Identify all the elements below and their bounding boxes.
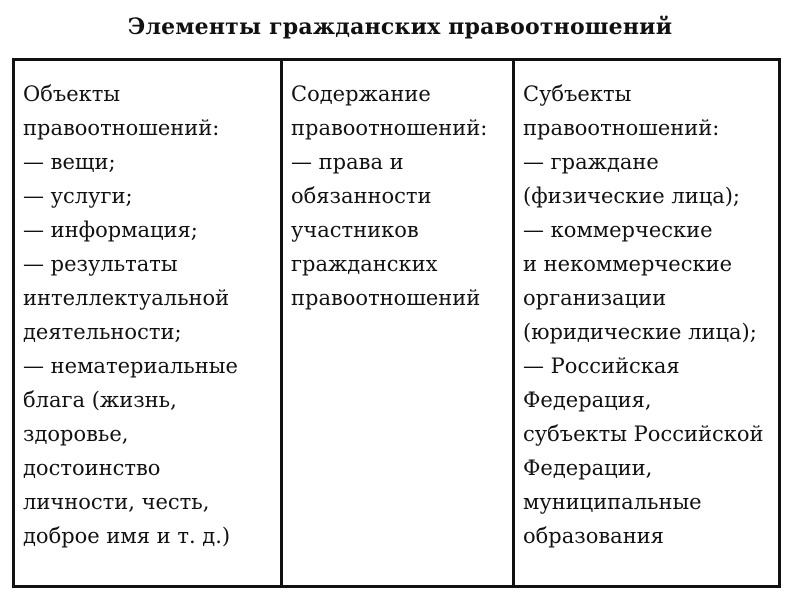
table-line: деятельности;: [23, 320, 182, 344]
table-line: — граждане: [523, 150, 659, 174]
table-line: — информация;: [23, 218, 198, 242]
table-line: Объекты: [23, 82, 121, 106]
page-title: Элементы гражданских правоотношений: [127, 14, 673, 40]
table-line: (юридические лица);: [523, 320, 757, 344]
table-line: доброе имя и т. д.): [23, 524, 231, 548]
table-line: — Российская: [523, 354, 680, 378]
table-line: Содержание: [291, 82, 431, 106]
table-line: и некоммерческие: [523, 252, 733, 276]
table-line: — вещи;: [23, 150, 116, 174]
table-line: — нематериальные: [23, 354, 238, 378]
table-line: достоинство: [23, 456, 161, 480]
table-line: Федерация,: [523, 388, 652, 412]
table-line: правоотношений:: [23, 116, 220, 140]
table-line: обязанности: [291, 184, 432, 208]
table-line: гражданских: [291, 252, 438, 276]
table-line: блага (жизнь,: [23, 388, 177, 412]
table-line: личности, честь,: [23, 490, 210, 514]
table-line: здоровье,: [23, 422, 129, 446]
table-line: — права и: [291, 150, 404, 174]
table-line: — результаты: [23, 252, 178, 276]
table-line: муниципальные: [523, 490, 702, 514]
elements-table: [12, 58, 781, 588]
table-line: правоотношений:: [523, 116, 720, 140]
table-line: правоотношений:: [291, 116, 488, 140]
column-subjects: [515, 61, 778, 585]
column-content: [283, 61, 515, 585]
table-line: — коммерческие: [523, 218, 713, 242]
table-line: — услуги;: [23, 184, 133, 208]
table-line: Субъекты: [523, 82, 632, 106]
table-line: субъекты Российской: [523, 422, 764, 446]
table-line: Федерации,: [523, 456, 653, 480]
table-line: правоотношений: [291, 286, 481, 310]
table-line: организации: [523, 286, 667, 310]
table-line: образования: [523, 524, 664, 548]
table-line: участников: [291, 218, 419, 242]
table-line: (физические лица);: [523, 184, 741, 208]
column-objects: [15, 61, 283, 585]
table-line: интеллектуальной: [23, 286, 230, 310]
